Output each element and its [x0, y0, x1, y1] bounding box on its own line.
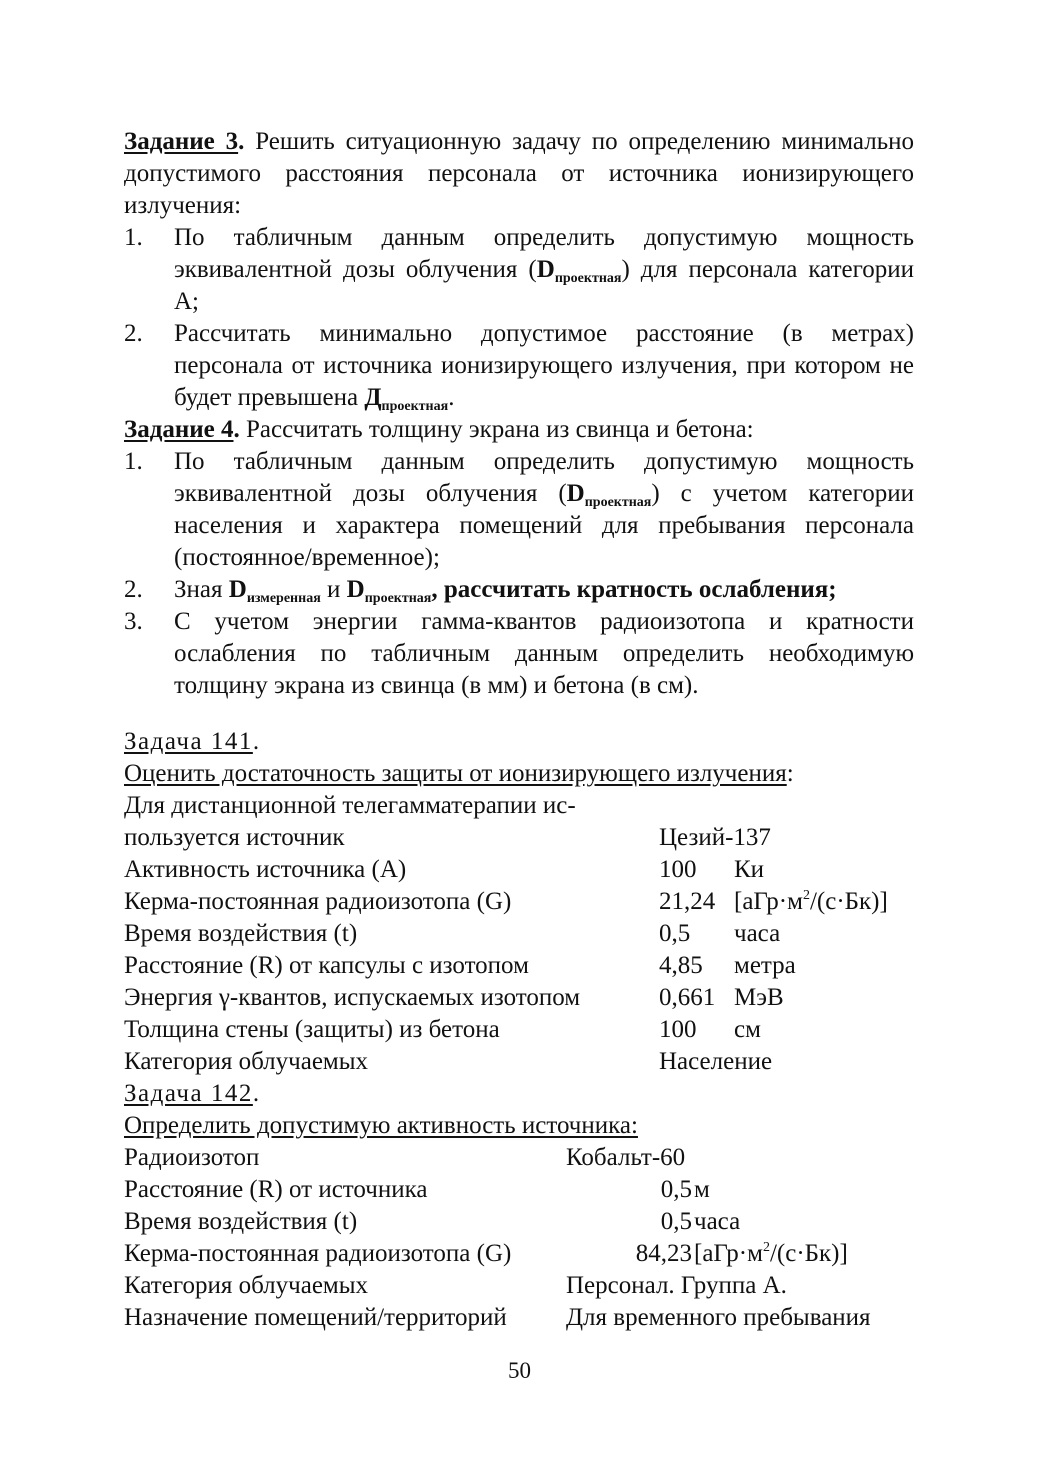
param-name: Энергия γ-квантов, испускаемых изотопом: [124, 984, 581, 1011]
table-row: [124, 1206, 914, 1238]
task-3-intro: [124, 126, 914, 222]
task-3-label: Задание 3: [124, 128, 239, 155]
step-text: С учетом энергии гамма-квантов радиоизотопа и кратности ослабления по табличным данным определить необходимую толщину экрана из свинца (в мм) и бетона (в см).: [174, 608, 914, 699]
problem-141-intro: Для дистанционной телегамматерапии ис-: [124, 792, 576, 819]
param-unit: МэВ: [734, 984, 784, 1011]
step-text: Рассчитать минимально допустимое расстояние (в метрах) персонала от источника ионизирующего излучения, при котором не будет превышена: [174, 320, 914, 411]
problem-141-title: Задача 141: [124, 728, 253, 755]
step-number: 1.: [124, 448, 143, 475]
problem-141-title-dot: .: [252, 728, 260, 755]
unit-part: /(с·Бк)]: [769, 1240, 848, 1267]
task-3-label-dot: .: [238, 128, 245, 155]
param-value: 0,661: [659, 984, 716, 1011]
param-value: 0,5: [660, 1208, 692, 1235]
param-unit: [692, 1238, 848, 1270]
step-text-end: , рассчитать кратность ослабления;: [431, 576, 837, 603]
task-4-intro: [124, 414, 914, 446]
table-row: [124, 1046, 914, 1078]
table-row: [124, 1302, 914, 1334]
dose-symbol: Д: [364, 384, 382, 411]
task-3-steps: [124, 222, 914, 414]
task-4-text: Рассчитать толщину экрана из свинца и бетона:: [239, 416, 754, 443]
page-number: 50: [508, 1358, 531, 1383]
step-number: 2.: [124, 320, 143, 347]
unit-part: [аГр·м: [694, 1240, 763, 1267]
unit-exponent: 2: [802, 888, 810, 903]
param-unit: Ки: [734, 856, 765, 883]
step-text-mid: и: [320, 576, 347, 603]
table-row: [124, 1238, 914, 1270]
param-name: Назначение помещений/территорий: [124, 1304, 507, 1331]
problem-142-title-dot: .: [252, 1080, 260, 1107]
page-content: [124, 126, 914, 1334]
task-4-label-dot: .: [233, 416, 240, 443]
param-name: Радиоизотоп: [124, 1144, 260, 1171]
param-unit: м: [694, 1176, 710, 1203]
task-4-step-1: [124, 446, 914, 574]
step-text-end: .: [448, 384, 455, 411]
param-value: Персонал. Группа А.: [566, 1272, 787, 1299]
param-value: 100: [659, 856, 697, 883]
param-value: Для временного пребывания: [566, 1304, 871, 1331]
problem-141-subtitle-colon: :: [786, 760, 794, 787]
problem-141-subtitle: Оценить достаточность защиты от ионизирующего излучения: [124, 760, 787, 787]
task-4-steps: [124, 446, 914, 702]
param-unit: см: [734, 1016, 761, 1043]
table-row: [124, 982, 914, 1014]
param-value: Население: [659, 1048, 773, 1075]
step-number: 2.: [124, 576, 143, 603]
param-value: 100: [659, 1016, 697, 1043]
task-3-text: Решить ситуационную задачу по определению минимально допустимого расстояния персонала от источника ионизирующего излучения:: [124, 128, 915, 219]
step-text: По табличным данным определить допустимую мощность эквивалентной дозы облучения (: [174, 448, 914, 507]
param-value: Цезий-137: [659, 824, 771, 851]
task-3-step-1: [124, 222, 914, 318]
problem-142-subtitle: Определить допустимую активность источника:: [124, 1112, 638, 1139]
unit-part: [аГр·м: [734, 888, 803, 915]
param-name: Активность источника (А): [124, 856, 407, 883]
dose-subscript: проектная: [381, 399, 449, 414]
param-name: Керма-постоянная радиоизотопа (G): [124, 888, 512, 915]
param-value: 0,5: [659, 920, 691, 947]
param-name: пользуется источник: [124, 824, 345, 851]
table-row: [124, 1270, 914, 1302]
param-unit: метра: [734, 952, 796, 979]
table-row: [124, 1014, 914, 1046]
dose-symbol: D: [566, 480, 585, 507]
dose-subscript: проектная: [364, 591, 432, 606]
problem-141: [124, 726, 914, 1078]
param-name: Толщина стены (защиты) из бетона: [124, 1016, 500, 1043]
param-unit: [734, 886, 888, 918]
table-row: [124, 854, 914, 886]
param-name: Категория облучаемых: [124, 1272, 369, 1299]
dose-symbol: D: [346, 576, 365, 603]
param-name: Керма-постоянная радиоизотопа (G): [124, 1240, 512, 1267]
problem-142-table: [124, 1142, 914, 1334]
param-unit: часа: [734, 920, 781, 947]
dose-symbol: D: [228, 576, 247, 603]
dose-subscript: измеренная: [246, 591, 321, 606]
param-value: Кобальт-60: [566, 1144, 686, 1171]
unit-exponent: 2: [762, 1240, 770, 1255]
step-text: Зная: [174, 576, 229, 603]
param-name: Время воздействия (t): [124, 1208, 358, 1235]
table-row: [124, 918, 914, 950]
step-text-end: ) с учетом категории населения и характера помещений для пребывания персонала (постоянное/временное);: [174, 480, 914, 571]
param-name: Расстояние (R) от капсулы с изотопом: [124, 952, 529, 979]
dose-subscript: проектная: [584, 495, 652, 510]
table-row: [124, 1174, 914, 1206]
step-number: 1.: [124, 224, 143, 251]
table-row: [124, 886, 914, 918]
param-value: 4,85: [659, 952, 703, 979]
param-name: Время воздействия (t): [124, 920, 358, 947]
unit-part: /(с·Бк)]: [809, 888, 888, 915]
param-name: Категория облучаемых: [124, 1048, 369, 1075]
task-3-step-2: [124, 318, 914, 414]
param-value: 0,5: [660, 1176, 692, 1203]
task-4-label: Задание 4: [124, 416, 234, 443]
param-value: 84,23: [635, 1240, 692, 1267]
step-text-end: ) для персонала категории А;: [174, 256, 914, 315]
table-row: [124, 950, 914, 982]
dose-symbol: D: [536, 256, 555, 283]
task-4-step-3: [124, 606, 914, 702]
step-number: 3.: [124, 608, 143, 635]
problem-141-table: [124, 822, 914, 1078]
table-row: [124, 1142, 914, 1174]
param-unit: часа: [694, 1208, 741, 1235]
problem-142: [124, 1078, 914, 1334]
task-4-step-2: [124, 574, 914, 606]
param-value: 21,24: [659, 888, 716, 915]
table-row: [124, 822, 914, 854]
problem-142-title: Задача 142: [124, 1080, 253, 1107]
param-name: Расстояние (R) от источника: [124, 1176, 428, 1203]
step-text: По табличным данным определить допустимую мощность эквивалентной дозы облучения (: [174, 224, 914, 283]
dose-subscript: проектная: [554, 271, 622, 286]
